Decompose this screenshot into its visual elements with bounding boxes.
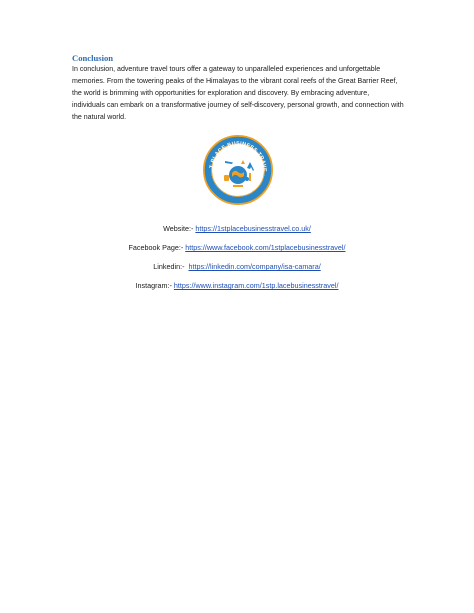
conclusion-paragraph: In conclusion, adventure travel tours offer a gateway to unparalleled experiences and unforgettable memories. From the towering peaks of the Himalayas to the vibrant coral reefs of the Great Barrier Reef, the world is brimming with opportunities for exploration and discovery. By embracing adventure, individuals can embark on a transformative journey of self-discovery, personal growth, and connection with the natural world. [72, 66, 404, 122]
section-heading: Conclusion [72, 53, 114, 63]
instagram-link-line [0, 281, 474, 290]
instagram-link[interactable]: https://www.instagram.com/1stp.lacebusinesstravel/ [173, 281, 339, 290]
website-link[interactable]: https://1stplacebusinesstravel.co.uk/ [195, 224, 311, 233]
company-logo [203, 135, 273, 205]
linkedin-link[interactable]: https://linkedin.com/company/isa-camara/ [188, 262, 321, 271]
linkedin-link-line [0, 262, 474, 271]
facebook-label: Facebook Page:- [128, 243, 186, 252]
instagram-label: Instagram:- [135, 281, 174, 290]
linkedin-label: Linkedin:- [153, 262, 189, 271]
facebook-link-line [0, 243, 474, 252]
logo-ring-textpath: T PLACE BUSINESS TRAVE [209, 141, 268, 172]
website-label: Website:- [163, 224, 196, 233]
facebook-link[interactable]: https://www.facebook.com/1stplacebusinesstravel/ [185, 243, 346, 252]
website-link-line [0, 224, 474, 233]
